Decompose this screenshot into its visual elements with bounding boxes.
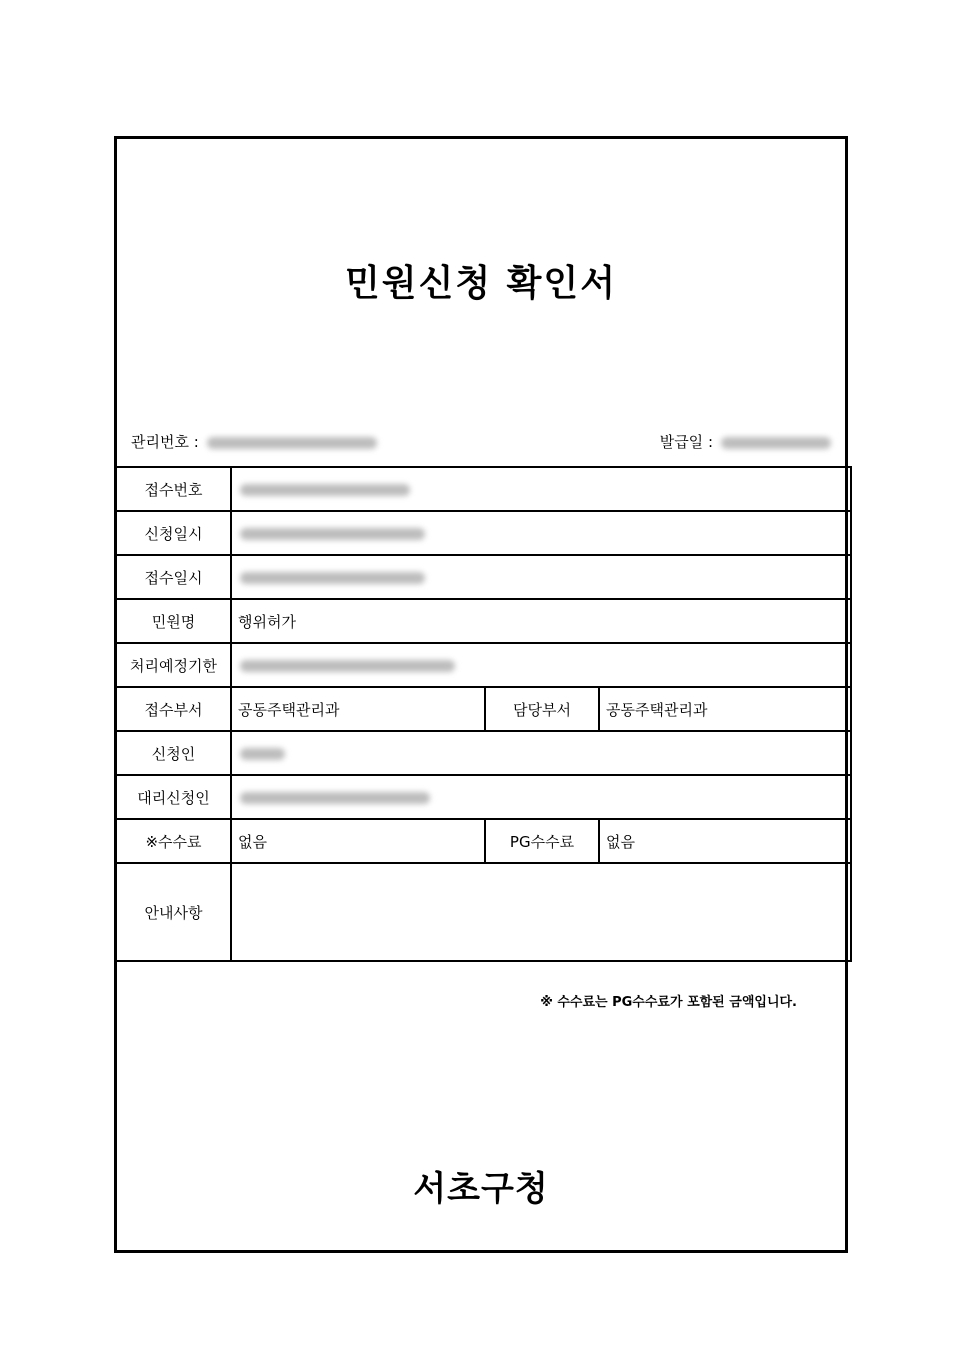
proxy-applicant-value <box>231 775 851 819</box>
responsible-dept-value: 공동주택관리과 <box>599 687 851 731</box>
table-row <box>116 643 851 687</box>
table-row <box>116 731 851 775</box>
redacted-value <box>240 748 285 760</box>
management-number <box>131 431 377 452</box>
redacted-value <box>721 437 831 449</box>
redacted-value <box>240 528 425 540</box>
issue-date-label: 발급일 : <box>659 433 713 451</box>
receiving-dept-label: 접수부서 <box>116 687 231 731</box>
petition-name-value: 행위허가 <box>231 599 851 643</box>
deadline-value <box>231 643 851 687</box>
table-row <box>116 599 851 643</box>
table-row <box>116 863 851 961</box>
table-row <box>116 467 851 511</box>
fee-value: 없음 <box>231 819 485 863</box>
table-row <box>116 555 851 599</box>
fee-label: ※수수료 <box>116 819 231 863</box>
applicant-label: 신청인 <box>116 731 231 775</box>
management-number-label: 관리번호 : <box>131 433 199 451</box>
pg-fee-label: PG수수료 <box>485 819 599 863</box>
redacted-value <box>240 660 455 672</box>
responsible-dept-label: 담당부서 <box>485 687 599 731</box>
receipt-number-label: 접수번호 <box>116 467 231 511</box>
redacted-value <box>240 792 430 804</box>
pg-fee-value: 없음 <box>599 819 851 863</box>
applied-at-label: 신청일시 <box>116 511 231 555</box>
applied-at-value <box>231 511 851 555</box>
petition-table <box>115 466 852 962</box>
table-row <box>116 819 851 863</box>
receipt-number-value <box>231 467 851 511</box>
petition-name-label: 민원명 <box>116 599 231 643</box>
deadline-label: 처리예정기한 <box>116 643 231 687</box>
table-row <box>116 687 851 731</box>
table-row <box>116 511 851 555</box>
redacted-value <box>240 484 410 496</box>
receiving-dept-value: 공동주택관리과 <box>231 687 485 731</box>
redacted-value <box>240 572 425 584</box>
issue-date <box>660 431 831 452</box>
document-title: 민원신청 확인서 <box>345 263 617 304</box>
redacted-value <box>207 437 377 449</box>
received-at-value <box>231 555 851 599</box>
proxy-applicant-label: 대리신청인 <box>116 775 231 819</box>
document-frame <box>114 136 848 1253</box>
table-row <box>116 775 851 819</box>
issuer-name: 서초구청 <box>413 1169 549 1209</box>
fee-footnote: ※ 수수료는 PG수수료가 포함된 금액입니다. <box>540 995 797 1010</box>
applicant-value <box>231 731 851 775</box>
notice-value <box>231 863 851 961</box>
received-at-label: 접수일시 <box>116 555 231 599</box>
notice-label: 안내사항 <box>116 863 231 961</box>
